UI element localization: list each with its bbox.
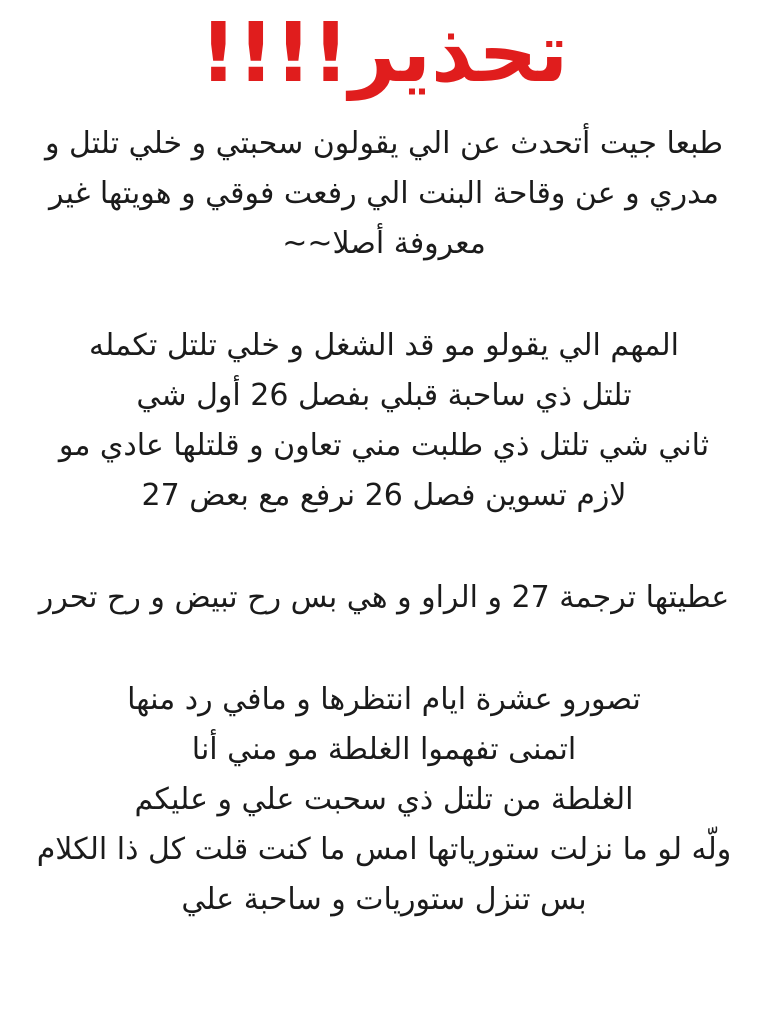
text-line: بس تنزل ستوريات و ساحبة علي [181,881,587,917]
text-line: الغلطة من تلتل ذي سحبت علي و عليكم [134,781,634,817]
text-line: معروفة أصلا~~ [282,225,486,261]
text-line: لازم تسوين فصل 26 نرفع مع بعض 27 [141,477,627,513]
text-line: تصورو عشرة ايام انتظرها و مافي رد منها [127,681,641,717]
text-line: ثاني شي تلتل ذي طلبت مني تعاون و قلتلها عادي مو [58,427,710,463]
text-line: اتمنى تفهموا الغلطة مو مني أنا [191,731,577,767]
paragraph-intro [6,119,762,269]
warning-title: تحذير!!!! [199,6,569,101]
text-line: طبعا جيت أتحدث عن الي يقولون سحبتي و خلي تلتل و [44,125,724,161]
paragraph-main-complaint [6,321,762,521]
text-line: مدري و عن وقاحة البنت الي رفعت فوقي و هويتها غير [49,175,719,211]
text-line: عطيتها ترجمة 27 و الراو و هي بس رح تبيض و رح تحرر [38,579,730,615]
text-line: المهم الي يقولو مو قد الشغل و خلي تلتل تكمله [89,327,679,363]
text-line: تلتل ذي ساحبة قبلي بفصل 26 أول شي [136,377,632,413]
post-body [0,119,768,925]
paragraph-translation-note [6,573,762,623]
text-line: ولّه لو ما نزلت ستورياتها امس ما كنت قلت كل ذا الكلام [36,831,732,867]
paragraph-closing [6,675,762,925]
